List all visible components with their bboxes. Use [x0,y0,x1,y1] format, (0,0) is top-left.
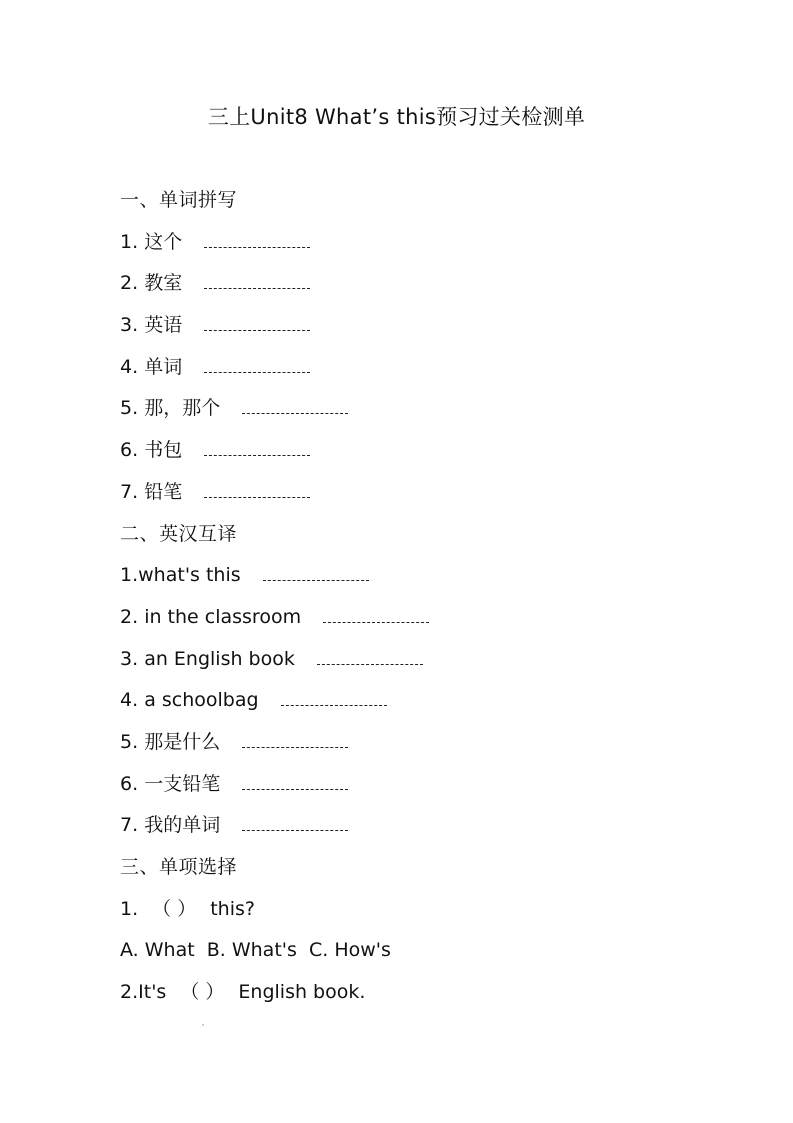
item-text: an English book [144,647,295,670]
translation-item-1 [120,559,740,601]
item-text: 铅笔 [144,480,183,503]
item-number: 1. [120,564,139,587]
paren-close: ） [205,981,225,1004]
answer-blank[interactable] [242,773,348,790]
paren-open: （ [152,897,172,920]
translation-item-7 [120,809,740,851]
spelling-item-6 [120,434,740,476]
item-text: what's this [138,564,241,587]
item-number: 6. [120,439,139,462]
item-number: 1. [120,897,139,920]
item-number: 2. [120,272,139,295]
item-text: 这个 [144,230,183,253]
item-number: 5. [120,730,139,753]
item-text: 书包 [144,439,183,462]
answer-blank[interactable] [263,564,369,581]
answer-blank[interactable] [281,689,387,706]
item-text: a schoolbag [144,689,259,712]
spelling-item-7 [120,476,740,518]
item-number: 1. [120,230,139,253]
spelling-item-4 [120,351,740,393]
spelling-item-2 [120,267,740,309]
worksheet-body [120,184,740,1018]
answer-parentheses[interactable] [180,976,224,1008]
item-text: 英语 [144,314,183,337]
answer-blank[interactable] [323,606,429,623]
translation-item-4 [120,684,740,726]
answer-blank[interactable] [204,439,310,456]
item-number: 7. [120,814,139,837]
item-number: 3. [120,314,139,337]
answer-blank[interactable] [204,314,310,331]
item-text: in the classroom [144,605,302,628]
item-text: 那是什么 [144,730,221,753]
item-number: 2. [120,981,139,1004]
choice-question-2 [120,976,740,1018]
question-text-after: English book. [238,981,366,1004]
item-number: 4. [120,355,139,378]
answer-blank[interactable] [242,814,348,831]
section-heading-multiple-choice: 三、单项选择 [120,856,238,878]
page-title: 三上Unit8 What’s this预习过关检测单 [207,105,586,129]
answer-blank[interactable] [204,481,310,498]
item-number: 4. [120,689,139,712]
question-text: this? [210,897,255,920]
item-number: 5. [120,397,139,420]
section-heading-spelling: 一、单词拼写 [120,189,238,211]
spelling-item-1 [120,226,740,268]
item-number: 7. [120,480,139,503]
answer-blank[interactable] [204,272,310,289]
translation-item-5 [120,726,740,768]
item-text: 一支铅笔 [144,772,221,795]
answer-blank[interactable] [317,648,423,665]
spelling-item-3 [120,309,740,351]
answer-parentheses[interactable] [152,893,196,925]
choice-question-1 [120,893,740,935]
item-text: 教室 [144,272,183,295]
paren-close: ） [177,897,197,920]
item-number: 6. [120,772,139,795]
answer-blank[interactable] [242,397,348,414]
question-text-before: It's [138,981,167,1004]
section-heading-translation: 二、英汉互译 [120,522,238,545]
item-number: 2. [120,605,139,628]
spelling-item-5 [120,392,740,434]
item-text: 那，那个 [144,397,221,420]
item-text: 我的单词 [144,814,221,837]
item-text: 单词 [144,355,183,378]
scan-speck [202,1024,204,1026]
translation-item-3 [120,643,740,685]
answer-blank[interactable] [242,731,348,748]
paren-open: （ [180,981,200,1004]
answer-blank[interactable] [204,231,310,248]
item-number: 3. [120,647,139,670]
choice-options-1: A. What B. What's C. How's [120,939,391,962]
answer-blank[interactable] [204,356,310,373]
translation-item-2 [120,601,740,643]
translation-item-6 [120,768,740,810]
